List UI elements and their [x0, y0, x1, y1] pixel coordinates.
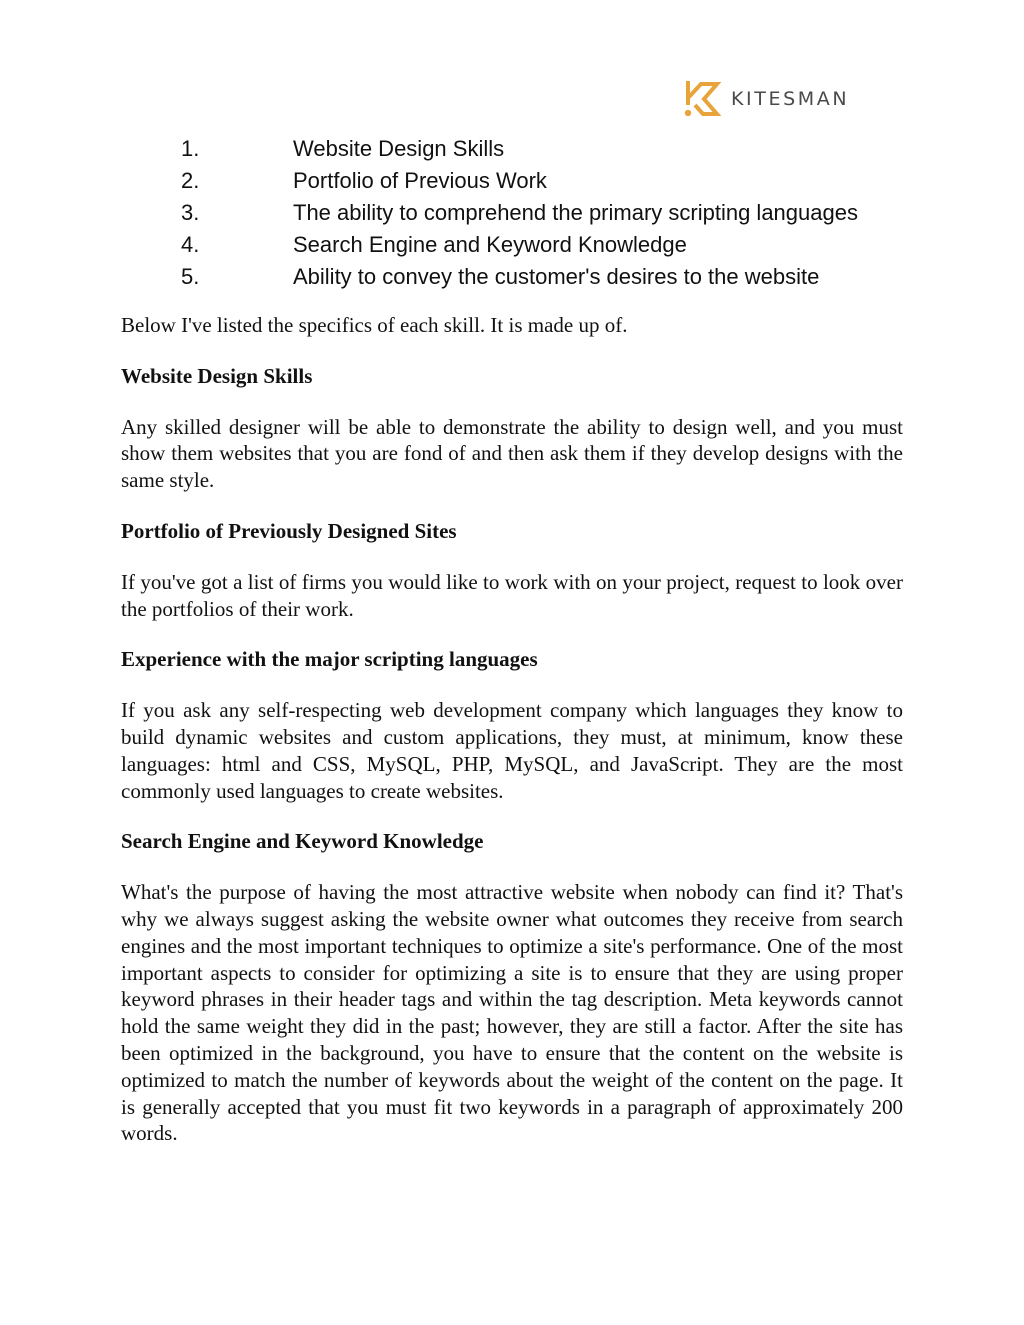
- list-item-text: Search Engine and Keyword Knowledge: [293, 232, 687, 257]
- section-paragraph: Any skilled designer will be able to demonstrate the ability to design well, and you must show them websites that you are fond of and then ask them if they develop designs with the same style.: [121, 414, 903, 493]
- kite-k-logo-icon: [684, 78, 722, 118]
- list-item-number: 5.: [181, 264, 200, 289]
- list-item-number: 1.: [181, 136, 200, 161]
- list-item: [181, 230, 858, 262]
- list-item-text: Website Design Skills: [293, 136, 505, 161]
- skills-list: [181, 134, 858, 294]
- list-item: [181, 134, 858, 166]
- section-heading: Search Engine and Keyword Knowledge: [121, 829, 484, 854]
- section-paragraph: What's the purpose of having the most attractive website when nobody can find it? That's why we always suggest asking the website owner what outcomes they receive from search engines and the most important techniques to optimize a site's performance. One of the most important aspects to consider for optimizing a site is to ensure that they are using proper keyword phrases in their header tags and within the tag description. Meta keywords cannot hold the same weight they did in the past; however, they are still a factor. After the site has been optimized in the background, you have to ensure that the content on the website is optimized to match the number of keywords about the weight of the content on the page. It is generally accepted that you must fit two keywords in a paragraph of approximately 200 words.: [121, 880, 903, 1146]
- list-item-text: Portfolio of Previous Work: [293, 168, 547, 193]
- document-body: [121, 312, 903, 1171]
- section-paragraph: If you ask any self-respecting web development company which languages they know to build dynamic websites and custom applications, they must, at minimum, know these languages: html and CSS, MySQL, PHP, MySQL, and JavaScript. They are the most commonly used languages to create websites.: [121, 698, 903, 803]
- list-item-number: 4.: [181, 232, 200, 257]
- section-heading: Website Design Skills: [121, 363, 313, 388]
- section-paragraph: If you've got a list of firms you would like to work with on your project, request to look over the portfolios of their work.: [121, 569, 903, 621]
- brand-logo: [684, 78, 849, 118]
- list-item-text: Ability to convey the customer's desires to the website: [293, 264, 820, 289]
- list-item-number: 2.: [181, 168, 200, 193]
- section-heading: Experience with the major scripting languages: [121, 647, 538, 672]
- list-item: [181, 262, 858, 294]
- section-heading: Portfolio of Previously Designed Sites: [121, 518, 457, 543]
- list-item: [181, 166, 858, 198]
- brand-name: KITESMAN: [731, 88, 850, 110]
- intro-paragraph: Below I've listed the specifics of each skill. It is made up of.: [121, 313, 628, 337]
- list-item-text: The ability to comprehend the primary scripting languages: [293, 200, 858, 225]
- list-item: [181, 198, 858, 230]
- list-item-number: 3.: [181, 200, 200, 225]
